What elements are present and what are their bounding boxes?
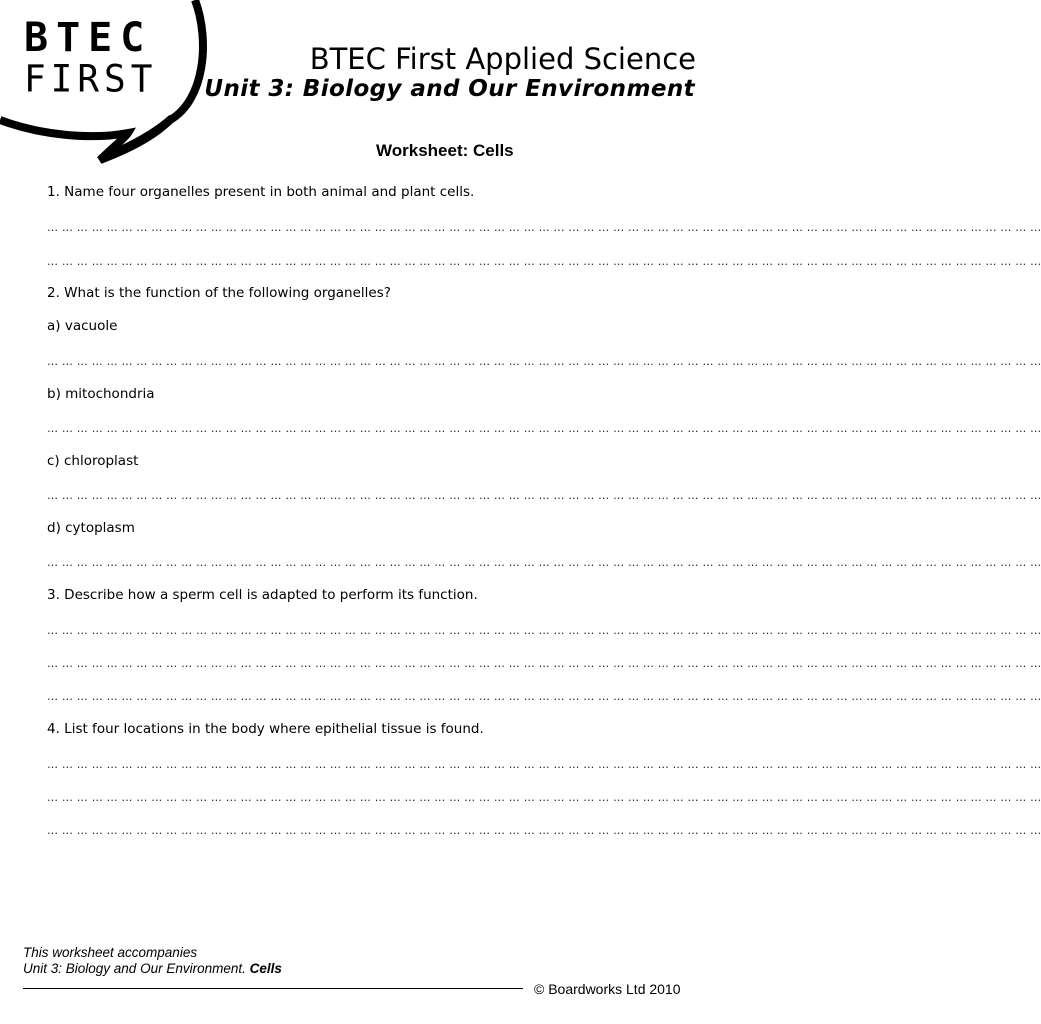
answer-line[interactable]: … … … … … … … … … … … … … … … … … … … … … … … … … … … … … … … … … … … … … … … … … … … … … … … … … … … … … … … … … … … … … … … … … … … xyxy=(47,690,1041,703)
logo-btec-text: BTEC xyxy=(24,15,153,61)
question-2a: a) vacuole xyxy=(47,318,118,334)
question-2b: b) mitochondria xyxy=(47,386,155,402)
answer-line[interactable]: … … … … … … … … … … … … … … … … … … … … … … … … … … … … … … … … … … … … … … … … … … … … … … … … … … … … … … … … … … … … … … … … … … … xyxy=(47,255,1041,268)
footer-topic: Cells xyxy=(249,961,282,976)
answer-line[interactable]: … … … … … … … … … … … … … … … … … … … … … … … … … … … … … … … … … … … … … … … … … … … … … … … … … … … … … … … … … … … … … … … … … … … xyxy=(47,624,1041,637)
footer-note xyxy=(23,945,282,977)
question-2c: c) chloroplast xyxy=(47,453,139,469)
question-4: 4. List four locations in the body where epithelial tissue is found. xyxy=(47,721,484,737)
footer-divider xyxy=(23,988,523,989)
answer-line[interactable]: … … … … … … … … … … … … … … … … … … … … … … … … … … … … … … … … … … … … … … … … … … … … … … … … … … … … … … … … … … … … … … … … … … … xyxy=(47,791,1041,804)
answer-line[interactable]: … … … … … … … … … … … … … … … … … … … … … … … … … … … … … … … … … … … … … … … … … … … … … … … … … … … … … … … … … … … … … … … … … … … xyxy=(47,221,1041,234)
question-3: 3. Describe how a sperm cell is adapted to perform its function. xyxy=(47,587,478,603)
question-2: 2. What is the function of the following organelles? xyxy=(47,285,391,301)
footer-line-1: This worksheet accompanies xyxy=(23,945,198,960)
question-2d: d) cytoplasm xyxy=(47,520,135,536)
answer-line[interactable]: … … … … … … … … … … … … … … … … … … … … … … … … … … … … … … … … … … … … … … … … … … … … … … … … … … … … … … … … … … … … … … … … … … … xyxy=(47,422,1041,435)
copyright-text: © Boardworks Ltd 2010 xyxy=(534,981,681,997)
footer-line-2 xyxy=(23,961,282,977)
page-title: BTEC First Applied Science xyxy=(309,42,696,76)
logo-first-text: FIRST xyxy=(24,57,158,101)
answer-line[interactable]: … … … … … … … … … … … … … … … … … … … … … … … … … … … … … … … … … … … … … … … … … … … … … … … … … … … … … … … … … … … … … … … … … … … xyxy=(47,824,1041,837)
answer-line[interactable]: … … … … … … … … … … … … … … … … … … … … … … … … … … … … … … … … … … … … … … … … … … … … … … … … … … … … … … … … … … … … … … … … … … … xyxy=(47,489,1041,502)
answer-line[interactable]: … … … … … … … … … … … … … … … … … … … … … … … … … … … … … … … … … … … … … … … … … … … … … … … … … … … … … … … … … … … … … … … … … … … xyxy=(47,758,1041,771)
page-subtitle: Unit 3: Biology and Our Environment xyxy=(204,76,695,102)
answer-line[interactable]: … … … … … … … … … … … … … … … … … … … … … … … … … … … … … … … … … … … … … … … … … … … … … … … … … … … … … … … … … … … … … … … … … … … xyxy=(47,556,1041,569)
answer-line[interactable]: … … … … … … … … … … … … … … … … … … … … … … … … … … … … … … … … … … … … … … … … … … … … … … … … … … … … … … … … … … … … … … … … … … … xyxy=(47,355,1041,368)
subtitle-container xyxy=(200,70,700,110)
answer-line[interactable]: … … … … … … … … … … … … … … … … … … … … … … … … … … … … … … … … … … … … … … … … … … … … … … … … … … … … … … … … … … … … … … … … … … … xyxy=(47,657,1041,670)
question-1: 1. Name four organelles present in both animal and plant cells. xyxy=(47,184,475,200)
footer-unit-text: Unit 3: Biology and Our Environment. xyxy=(23,961,250,976)
worksheet-title: Worksheet: Cells xyxy=(376,141,514,160)
